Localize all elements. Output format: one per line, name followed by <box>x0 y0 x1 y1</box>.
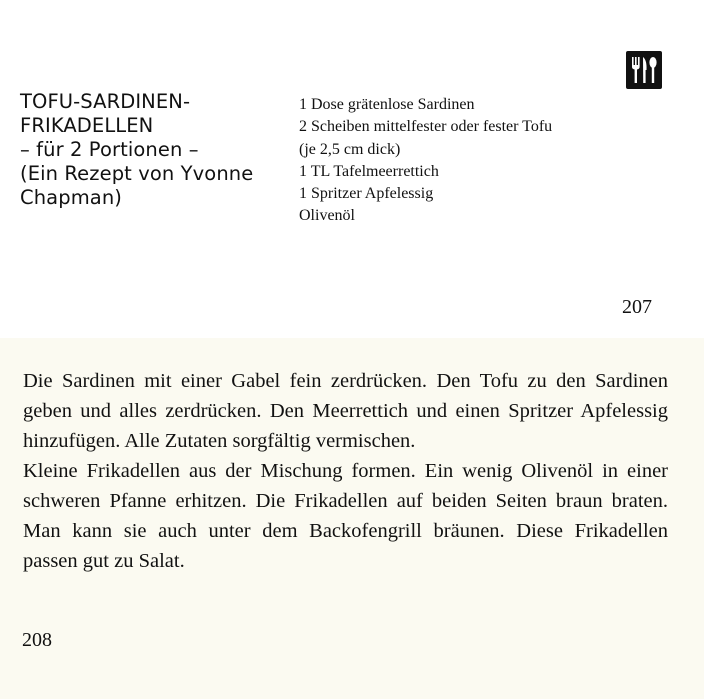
ingredient-item: 2 Scheiben mittelfester oder fester Tofu <box>299 118 553 136</box>
cutlery-icon <box>626 51 662 89</box>
page-number: 207 <box>622 296 652 318</box>
ingredient-item: Olivenöl <box>299 207 355 225</box>
title-line: FRIKADELLEN <box>20 114 154 137</box>
ingredient-item: (je 2,5 cm dick) <box>299 140 401 158</box>
title-line: Chapman) <box>20 186 123 209</box>
ingredient-item: 1 Dose grätenlose Sardinen <box>299 96 475 113</box>
recipe-title <box>20 90 290 210</box>
title-line: TOFU-SARDINEN- <box>20 90 191 113</box>
instruction-paragraph: Die Sardinen mit einer Gabel fein zerdrücken. Den Tofu zu den Sardinen geben und alles zerdrücken. Den Meerrettich und einen Spritzer Apfelessig hinzufügen. Alle Zutaten sorgfältig vermischen. <box>23 370 668 452</box>
page-number: 208 <box>22 629 52 651</box>
ingredient-item: 1 Spritzer Apfelessig <box>299 185 434 203</box>
ingredient-list <box>299 94 629 228</box>
title-line: – für 2 Portionen – <box>20 138 199 161</box>
instructions-text <box>23 366 668 576</box>
title-line: (Ein Rezept von Yvonne <box>20 162 254 185</box>
ingredient-item: 1 TL Tafelmeerrettich <box>299 162 439 180</box>
instruction-paragraph: Kleine Frikadellen aus der Mischung formen. Ein wenig Olivenöl in einer schweren Pfanne erhitzen. Die Frikadellen auf beiden Seiten braun braten. Man kann sie auch unter dem Backofengrill bräunen. Diese Frikadellen passen gut zu Salat. <box>23 460 668 572</box>
